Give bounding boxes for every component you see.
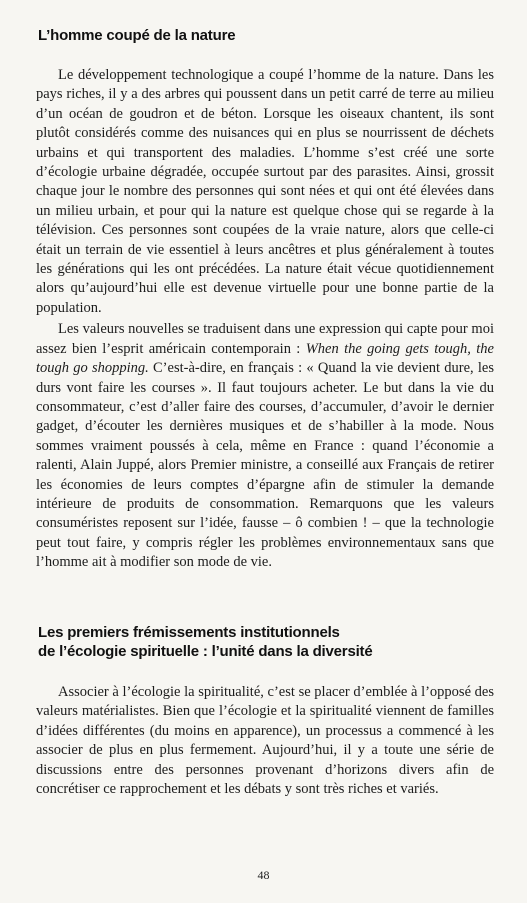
paragraph-2-end: C’est-à-dire, en français : « Quand la vie devient dure, les durs vont faire les courses ». Il faut toujours acheter. Le but dans la vie du consommateur, c’est d’aller faire des courses, d’accumuler, d’avoir le dernier gadget, d’écouter les dernières musiques et de s’habiller à la mode. Nous sommes vraiment poussés à cela, même en France : quand l’économie a ralenti, Alain Juppé, alors Premier ministre, a conseillé aux Français de retirer les économies de leurs comptes d’épargne afin de stimuler la demande intérieure de produits de consommation. Remarquons que les valeurs consuméristes reposent sur l’idée, fausse – ô combien ! – que la technologie peut tout faire, y compris régler les problèmes environnementaux sans que l’homme ait à modifier son mode de vie. xyxy=(36,360,494,571)
paragraph-2-quote: When the going gets tough, the tough go shopping. xyxy=(36,340,494,377)
heading-line-1: Les premiers frémissements institutionnels xyxy=(38,624,340,641)
section-body-homme-coupe xyxy=(36,66,494,573)
paragraph-1: Le développement technologique a coupé l’homme de la nature. Dans les pays riches, il y a des arbres qui poussent dans un petit carré de terre au milieu d’un océan de goudron et de béton. Lorsque les oiseaux chantent, ils sont plutôt considérés comme des nuisances qui en plus se nourrissent de déchets urbains et qui transportent des maladies. L’homme s’est créé une sorte d’écologie urbaine dégradée, occupée surtout par des parasites. Ainsi, grossit chaque jour le nombre des personnes qui sont nées et qui ont été élevées dans un milieu urbain, et pour qui la nature est quelque chose qui se regarde à la télévision. Ces personnes sont coupées de la vraie nature, alors que celle-ci était un terrain de vie essentiel à leurs ancêtres et plus généralement à toutes les générations qui les ont précédées. La nature était vécue quotidiennement alors qu’aujourd’hui elle est devenue virtuelle pour une bonne partie de la population. xyxy=(36,67,494,316)
page-number: 48 xyxy=(257,868,270,882)
paragraph-3: Associer à l’écologie la spiritualité, c’est se placer d’emblée à l’opposé des valeurs matérialistes. Bien que l’écologie et la spiritualité viennent de familles d’idées différentes (du moins en apparence), un processus a commencé à les associer de plus en plus fermement. Aujourd’hui, il y a toute une série de discussions entre des personnes provenant d’horizons divers afin de concrétiser ce rapprochement et les débats y sont très riches et variés. xyxy=(36,684,494,798)
section-body-premiers-fremissements xyxy=(36,683,494,799)
paragraph-2-start: Les valeurs nouvelles se traduisent dans une expression qui capte pour moi assez bien l’esprit américain contemporain : xyxy=(36,321,494,357)
paragraph-2 xyxy=(36,320,494,572)
section-heading-premiers-fremissements xyxy=(38,623,373,661)
heading-line-2: de l’écologie spirituelle : l’unité dans la diversité xyxy=(38,643,373,660)
section-heading-homme-coupe: L’homme coupé de la nature xyxy=(38,27,236,44)
